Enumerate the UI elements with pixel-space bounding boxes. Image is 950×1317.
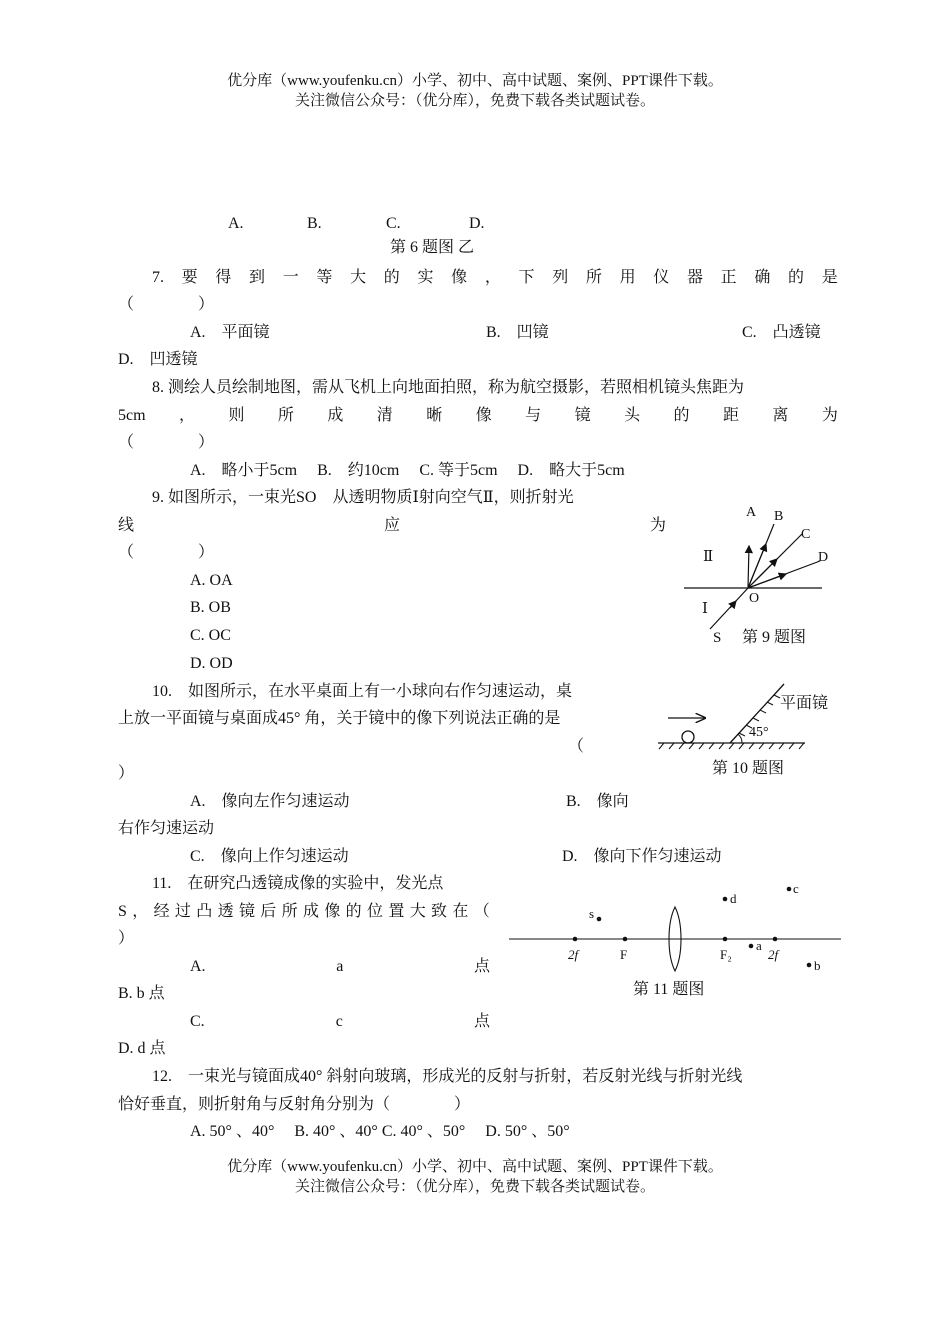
q11-paren-close: ）: [118, 930, 135, 947]
q7-option-b: B. 凹镜: [486, 324, 549, 341]
q9-caption: 第 9 题图: [742, 629, 807, 646]
label-s: S: [713, 630, 722, 646]
q11-options-row1: A. a 点: [190, 958, 490, 975]
q11-stem-line2: S ， 经 过 凸 透 镜 后 所 成 像 的 位 置 大 致 在 （: [118, 903, 490, 920]
point-b: [807, 963, 812, 968]
label-f-left: F: [620, 947, 628, 962]
label-medium-i: Ⅰ: [702, 601, 708, 617]
q7-answer-paren: （ ）: [118, 296, 215, 313]
label-b: b: [814, 958, 821, 973]
header-line-2: 关注微信公众号：（优分库），免费下载各类试题试卷。: [294, 93, 655, 109]
q8-stem-line2: 5cm ， 则 所 成 清 晰 像 与 镜 头 的 距 离 为: [118, 407, 838, 424]
q6-option-a: A.: [228, 215, 244, 232]
point-f-left: [623, 937, 628, 942]
label-o: O: [749, 591, 760, 606]
q8-options: A. 略小于5cm B. 约10cm C. 等于5cm D. 略大于5cm: [190, 462, 625, 479]
q10-paren-open: （: [568, 738, 585, 755]
label-d: d: [730, 891, 737, 906]
q10-caption: 第 10 题图: [712, 760, 785, 777]
q12-options: A. 50° 、40° B. 40° 、40° C. 40° 、50° D. 50° 、50°: [190, 1123, 570, 1140]
label-a: a: [756, 938, 762, 953]
label-2f-left: 2f: [568, 947, 579, 962]
mirror-label: 平面镜: [780, 695, 829, 712]
label-2f-right: 2f: [768, 947, 779, 962]
q9-stem: 9. 如图所示，一束光SO 从透明物质Ⅰ射向空气Ⅱ，则折射光: [152, 489, 574, 506]
angle-label: 45°: [749, 725, 769, 740]
ray-oc-arrow: [748, 559, 777, 588]
label-medium-ii: Ⅱ: [703, 549, 714, 565]
point-2f-right: [773, 937, 778, 942]
label-b: B: [774, 509, 784, 524]
label-a: A: [746, 505, 757, 520]
angle-arc: [738, 734, 742, 743]
ray-ob-arrow: [748, 544, 766, 588]
point-f-right: [723, 937, 728, 942]
q7-stem: 7. 要 得 到 一 等 大 的 实 像 ， 下 列 所 用 仪 器 正 确 的 是: [152, 269, 838, 286]
incident-ray-arrow: [730, 601, 736, 608]
q6-option-c: C.: [386, 215, 401, 232]
incident-ray-so: [710, 588, 748, 629]
q10-option-c: C. 像向上作匀速运动: [190, 848, 349, 865]
q7-option-a: A. 平面镜: [190, 324, 270, 341]
label-f-right: F₂: [720, 947, 732, 962]
q11-option-d: D. d 点: [118, 1040, 166, 1057]
header-line-1: 优分库（www.youfenku.cn）小学、初中、高中试题、案例、PPT课件下载。: [227, 73, 723, 89]
q9-stem-line2: 线 应 为: [118, 517, 666, 534]
q11-option-b: B. b 点: [118, 985, 165, 1002]
q11-stem-line1: 11. 在研究凸透镜成像的实验中，发光点: [152, 875, 444, 892]
q8-answer-paren: （ ）: [118, 434, 215, 451]
q10-option-b-cont: 右作匀速运动: [118, 820, 215, 837]
q6-option-d: D.: [469, 215, 485, 232]
q9-option-b: B. OB: [190, 599, 231, 616]
point-a: [749, 944, 754, 949]
point-s: [597, 917, 602, 922]
q10-option-b: B. 像向: [566, 793, 629, 810]
q6-option-b: B.: [307, 215, 322, 232]
footer-line-2: 关注微信公众号：（优分库），免费下载各类试题试卷。: [294, 1179, 655, 1195]
q9-option-c: C. OC: [190, 627, 231, 644]
ray-oa: [748, 546, 749, 588]
q7-option-c: C. 凸透镜: [742, 324, 821, 341]
q10-stem-line1: 10. 如图所示，在水平桌面上有一小球向右作匀速运动，桌: [152, 683, 573, 700]
label-d: D: [818, 550, 828, 565]
ball: [682, 731, 694, 743]
q12-stem-line1: 12. 一束光与镜面成40° 斜射向玻璃，形成光的反射与折射，若反射光线与折射光线: [152, 1068, 743, 1085]
label-c: c: [793, 881, 799, 896]
point-c: [787, 887, 792, 892]
footer-line-1: 优分库（www.youfenku.cn）小学、初中、高中试题、案例、PPT课件下载。: [227, 1159, 723, 1175]
q9-option-d: D. OD: [190, 655, 233, 672]
point-d: [723, 897, 728, 902]
q10-paren-close: ）: [118, 765, 135, 782]
q10-option-d: D. 像向下作匀速运动: [562, 848, 722, 865]
q11-caption: 第 11 题图: [633, 981, 705, 998]
q10-mirror-figure: [650, 680, 845, 780]
q11-options-row2: C. c 点: [190, 1013, 490, 1030]
point-2f-left: [573, 937, 578, 942]
q9-refraction-figure: [678, 498, 828, 653]
q11-lens-figure: [505, 875, 845, 1000]
label-c: C: [801, 527, 811, 542]
q7-option-d: D. 凹透镜: [118, 351, 198, 368]
q10-option-a: A. 像向左作匀速运动: [190, 793, 350, 810]
q10-stem-line2: 上放一平面镜与桌面成45° 角，关于镜中的像下列说法正确的是: [118, 710, 561, 727]
ray-od-arrow: [748, 574, 786, 588]
q12-stem-line2: 恰好垂直，则折射角与反射角分别为（ ）: [118, 1096, 471, 1113]
q9-answer-paren: （ ）: [118, 544, 215, 561]
q8-stem: 8. 测绘人员绘制地图，需从飞机上向地面拍照，称为航空摄影，若照相机镜头焦距为: [152, 379, 745, 396]
q6-caption: 第 6 题图 乙: [390, 239, 475, 256]
q9-option-a: A. OA: [190, 572, 233, 589]
label-s: s: [589, 906, 595, 921]
